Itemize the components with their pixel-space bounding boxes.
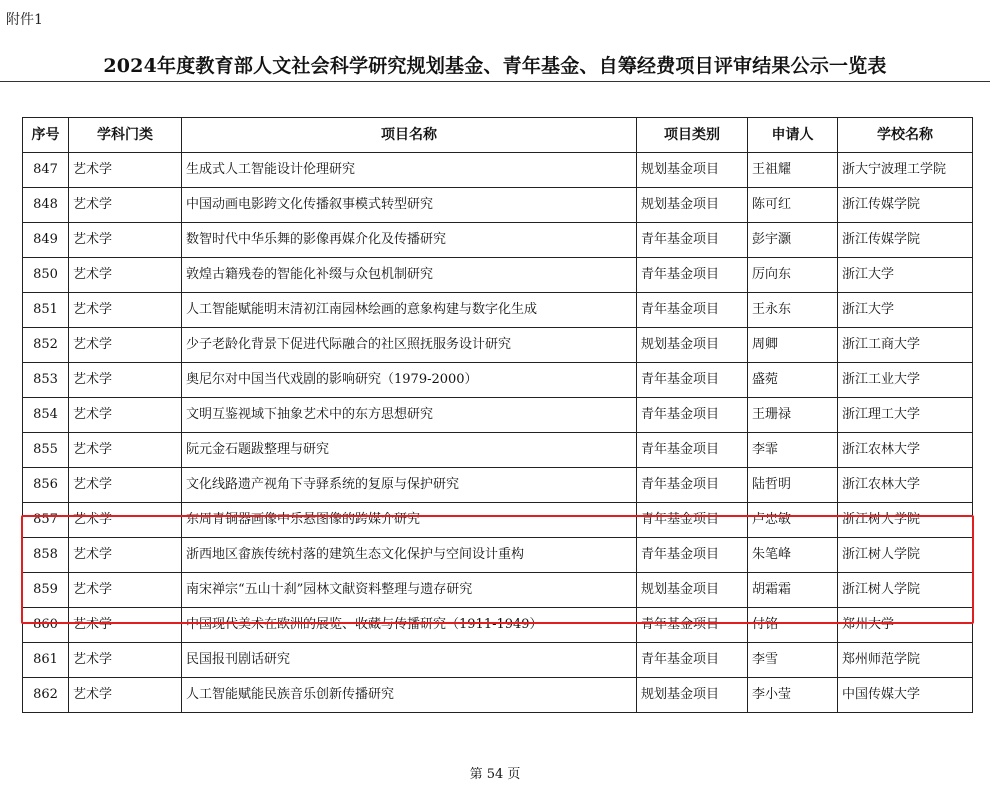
cell-applicant: 李雪	[748, 643, 838, 678]
cell-applicant: 王永东	[748, 293, 838, 328]
cell-project-type: 青年基金项目	[637, 258, 748, 293]
cell-serial: 848	[23, 188, 69, 223]
cell-school: 浙江树人学院	[838, 573, 973, 608]
table-row	[23, 573, 973, 608]
table-row	[23, 188, 973, 223]
cell-project-name: 人工智能赋能民族音乐创新传播研究	[182, 678, 637, 713]
cell-serial: 857	[23, 503, 69, 538]
table-row	[23, 678, 973, 713]
table-row	[23, 153, 973, 188]
cell-applicant: 朱笔峰	[748, 538, 838, 573]
cell-school: 浙江树人学院	[838, 538, 973, 573]
cell-school: 郑州大学	[838, 608, 973, 643]
cell-discipline: 艺术学	[69, 398, 182, 433]
cell-school: 浙大宁波理工学院	[838, 153, 973, 188]
cell-discipline: 艺术学	[69, 468, 182, 503]
cell-project-name: 阮元金石题跋整理与研究	[182, 433, 637, 468]
cell-serial: 849	[23, 223, 69, 258]
table-body	[23, 153, 973, 713]
cell-serial: 851	[23, 293, 69, 328]
cell-applicant: 盛菀	[748, 363, 838, 398]
cell-school: 浙江大学	[838, 293, 973, 328]
cell-serial: 855	[23, 433, 69, 468]
cell-project-type: 青年基金项目	[637, 643, 748, 678]
cell-discipline: 艺术学	[69, 433, 182, 468]
cell-discipline: 艺术学	[69, 363, 182, 398]
cell-serial: 854	[23, 398, 69, 433]
cell-serial: 861	[23, 643, 69, 678]
results-table	[22, 117, 973, 713]
cell-applicant: 彭宇灏	[748, 223, 838, 258]
cell-serial: 850	[23, 258, 69, 293]
page-title: 2024年度教育部人文社会科学研究规划基金、青年基金、自筹经费项目评审结果公示一览表	[103, 55, 887, 77]
table-row	[23, 328, 973, 363]
cell-applicant: 厉向东	[748, 258, 838, 293]
cell-applicant: 王珊禄	[748, 398, 838, 433]
cell-project-type: 青年基金项目	[637, 433, 748, 468]
header-project-name: 项目名称	[182, 118, 637, 153]
header-project-type: 项目类别	[637, 118, 748, 153]
cell-project-type: 青年基金项目	[637, 538, 748, 573]
table-row	[23, 398, 973, 433]
cell-school: 浙江工商大学	[838, 328, 973, 363]
cell-project-name: 文化线路遗产视角下寺驿系统的复原与保护研究	[182, 468, 637, 503]
cell-serial: 860	[23, 608, 69, 643]
cell-serial: 856	[23, 468, 69, 503]
cell-serial: 858	[23, 538, 69, 573]
cell-discipline: 艺术学	[69, 608, 182, 643]
cell-project-name: 中国现代美术在欧洲的展览、收藏与传播研究（1911-1949）	[182, 608, 637, 643]
table-row	[23, 433, 973, 468]
cell-applicant: 李霏	[748, 433, 838, 468]
cell-discipline: 艺术学	[69, 188, 182, 223]
table-row	[23, 643, 973, 678]
cell-project-type: 规划基金项目	[637, 188, 748, 223]
cell-applicant: 胡霜霜	[748, 573, 838, 608]
cell-project-name: 少子老龄化背景下促进代际融合的社区照抚服务设计研究	[182, 328, 637, 363]
cell-applicant: 陆哲明	[748, 468, 838, 503]
cell-applicant: 李小莹	[748, 678, 838, 713]
cell-school: 浙江农林大学	[838, 433, 973, 468]
header-serial: 序号	[23, 118, 69, 153]
attachment-label: 附件1	[6, 12, 43, 28]
cell-discipline: 艺术学	[69, 643, 182, 678]
cell-school: 浙江传媒学院	[838, 188, 973, 223]
cell-discipline: 艺术学	[69, 678, 182, 713]
cell-project-name: 文明互鉴视域下抽象艺术中的东方思想研究	[182, 398, 637, 433]
cell-project-type: 规划基金项目	[637, 573, 748, 608]
cell-project-name: 东周青铜器画像中乐悬图像的跨媒介研究	[182, 503, 637, 538]
cell-applicant: 卢忠敏	[748, 503, 838, 538]
cell-serial: 859	[23, 573, 69, 608]
cell-discipline: 艺术学	[69, 153, 182, 188]
cell-discipline: 艺术学	[69, 293, 182, 328]
cell-discipline: 艺术学	[69, 223, 182, 258]
cell-project-name: 南宋禅宗“五山十刹”园林文献资料整理与遗存研究	[182, 573, 637, 608]
cell-school: 浙江大学	[838, 258, 973, 293]
cell-discipline: 艺术学	[69, 573, 182, 608]
cell-project-type: 青年基金项目	[637, 223, 748, 258]
cell-applicant: 王祖耀	[748, 153, 838, 188]
cell-serial: 853	[23, 363, 69, 398]
table-row	[23, 538, 973, 573]
cell-school: 中国传媒大学	[838, 678, 973, 713]
cell-applicant: 周卿	[748, 328, 838, 363]
table-header-row	[23, 118, 973, 153]
cell-project-name: 数智时代中华乐舞的影像再媒介化及传播研究	[182, 223, 637, 258]
cell-project-name: 浙西地区畲族传统村落的建筑生态文化保护与空间设计重构	[182, 538, 637, 573]
cell-project-type: 规划基金项目	[637, 153, 748, 188]
header-school: 学校名称	[838, 118, 973, 153]
cell-project-name: 生成式人工智能设计伦理研究	[182, 153, 637, 188]
table-row	[23, 293, 973, 328]
cell-project-type: 青年基金项目	[637, 608, 748, 643]
header-applicant: 申请人	[748, 118, 838, 153]
cell-discipline: 艺术学	[69, 538, 182, 573]
cell-school: 浙江树人学院	[838, 503, 973, 538]
cell-serial: 862	[23, 678, 69, 713]
cell-project-type: 青年基金项目	[637, 398, 748, 433]
cell-serial: 847	[23, 153, 69, 188]
table-row	[23, 503, 973, 538]
header-discipline: 学科门类	[69, 118, 182, 153]
cell-discipline: 艺术学	[69, 258, 182, 293]
cell-project-type: 规划基金项目	[637, 678, 748, 713]
table-row	[23, 468, 973, 503]
cell-project-name: 民国报刊剧话研究	[182, 643, 637, 678]
cell-project-type: 青年基金项目	[637, 468, 748, 503]
cell-discipline: 艺术学	[69, 328, 182, 363]
table-row	[23, 608, 973, 643]
cell-project-name: 奥尼尔对中国当代戏剧的影响研究（1979-2000）	[182, 363, 637, 398]
cell-discipline: 艺术学	[69, 503, 182, 538]
cell-serial: 852	[23, 328, 69, 363]
cell-project-name: 人工智能赋能明末清初江南园林绘画的意象构建与数字化生成	[182, 293, 637, 328]
cell-project-name: 中国动画电影跨文化传播叙事模式转型研究	[182, 188, 637, 223]
cell-school: 浙江理工大学	[838, 398, 973, 433]
cell-applicant: 陈可红	[748, 188, 838, 223]
cell-school: 浙江农林大学	[838, 468, 973, 503]
cell-school: 浙江工业大学	[838, 363, 973, 398]
cell-school: 郑州师范学院	[838, 643, 973, 678]
cell-project-type: 青年基金项目	[637, 503, 748, 538]
table-row	[23, 363, 973, 398]
cell-applicant: 付铭	[748, 608, 838, 643]
cell-project-type: 青年基金项目	[637, 363, 748, 398]
cell-school: 浙江传媒学院	[838, 223, 973, 258]
cell-project-name: 敦煌古籍残卷的智能化补缀与众包机制研究	[182, 258, 637, 293]
page-number: 第 54 页	[469, 767, 521, 782]
cell-project-type: 青年基金项目	[637, 293, 748, 328]
table-row	[23, 258, 973, 293]
table-row	[23, 223, 973, 258]
cell-project-type: 规划基金项目	[637, 328, 748, 363]
title-divider	[0, 81, 990, 82]
